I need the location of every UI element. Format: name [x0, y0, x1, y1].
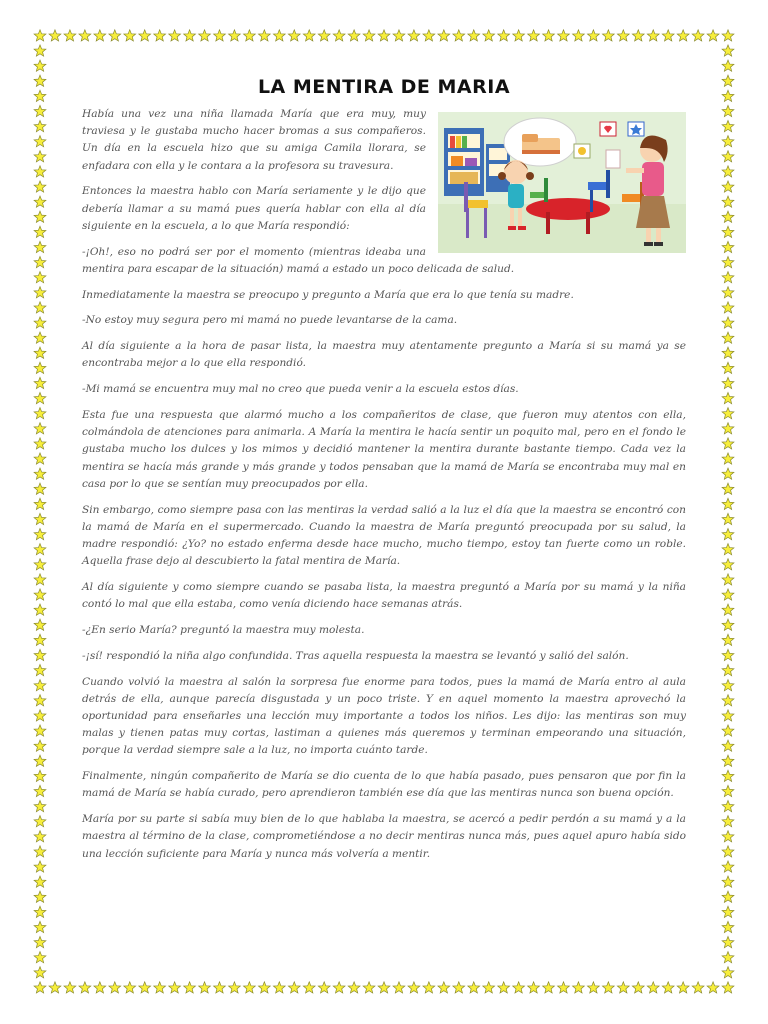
star-icon [483, 982, 495, 993]
page-title: LA MENTIRA DE MARIA [257, 76, 511, 98]
star-icon [722, 408, 734, 419]
star-icon [34, 423, 46, 434]
star-icon [722, 604, 734, 615]
star-icon [34, 967, 46, 978]
star-icon [707, 30, 719, 41]
star-icon [348, 982, 360, 993]
star-icon [722, 559, 734, 570]
star-icon [498, 30, 510, 41]
star-icon [49, 982, 61, 993]
star-icon [34, 30, 46, 41]
star-icon [722, 362, 734, 373]
star-icon [273, 982, 285, 993]
star-icon [722, 136, 734, 147]
star-icon [258, 30, 270, 41]
star-icon [34, 136, 46, 147]
star-icon [722, 241, 734, 252]
star-icon [34, 604, 46, 615]
paragraph: Inmediatamente la maestra se preocupo y pregunto a María que era lo que tenía su madre. [82, 288, 574, 301]
paragraph: -¡Oh!, eso no podrá ser por el momento (mientras ideaba una mentira para escapar de la situación) mamá a estado un poco delicada de salud. [82, 245, 515, 275]
star-icon [34, 317, 46, 328]
star-icon [303, 982, 315, 993]
star-icon [617, 30, 629, 41]
star-icon [722, 60, 734, 71]
star-icon [34, 226, 46, 237]
star-icon [154, 982, 166, 993]
paragraph: María por su parte si sabía muy bien de lo que hablaba la maestra, se acercó a pedir perdón a su mamá y a la maestra al término de la clase, comprometiéndose a no decir mentiras nunca más, pues aquel apuro había sido una lección suficiente para María y nunca más volvería a mentir. [82, 813, 686, 860]
star-icon [34, 392, 46, 403]
star-icon [722, 967, 734, 978]
star-icon [34, 755, 46, 766]
star-icon [722, 936, 734, 947]
star-icon [722, 287, 734, 298]
paragraph: -No estoy muy segura pero mi mamá no puede levantarse de la cama. [82, 314, 458, 327]
star-icon [34, 861, 46, 872]
star-icon [408, 30, 420, 41]
star-icon [34, 952, 46, 963]
star-icon [722, 453, 734, 464]
star-icon [169, 30, 181, 41]
star-icon [184, 30, 196, 41]
star-icon [34, 60, 46, 71]
star-icon [34, 377, 46, 388]
star-icon [378, 982, 390, 993]
star-icon [722, 30, 734, 41]
star-icon [722, 302, 734, 313]
star-icon [722, 664, 734, 675]
star-icon [722, 45, 734, 56]
star-icon [34, 241, 46, 252]
paragraph: Al día siguiente a la hora de pasar lista, la maestra muy atentamente pregunto a María si su mamá ya se encontraba mejor a lo que ella respondió. [82, 340, 686, 370]
star-icon [722, 710, 734, 721]
star-icon [587, 30, 599, 41]
star-icon [34, 710, 46, 721]
star-icon [363, 30, 375, 41]
star-icon [34, 816, 46, 827]
star-icon [722, 921, 734, 932]
star-icon [722, 211, 734, 222]
star-icon [243, 982, 255, 993]
star-icon [34, 695, 46, 706]
star-icon [124, 982, 136, 993]
star-icon [423, 30, 435, 41]
star-icon [34, 664, 46, 675]
star-icon [647, 982, 659, 993]
star-icon [722, 483, 734, 494]
star-icon [258, 982, 270, 993]
star-icon [34, 876, 46, 887]
star-icon [722, 317, 734, 328]
star-icon [273, 30, 285, 41]
star-icon [468, 982, 480, 993]
paragraph: Al día siguiente y como siempre cuando se pasaba lista, la maestra preguntó a María por su mamá y la niña contó lo mal que ella estaba, como venía diciendo hace semanas atrás. [82, 581, 686, 611]
classroom-illustration [438, 112, 686, 253]
star-icon [184, 982, 196, 993]
star-icon [34, 287, 46, 298]
star-icon [528, 982, 540, 993]
star-icon [722, 377, 734, 388]
star-icon [722, 423, 734, 434]
star-icon [722, 196, 734, 207]
star-icon [214, 30, 226, 41]
star-icon [423, 982, 435, 993]
star-icon [722, 332, 734, 343]
star-icon [154, 30, 166, 41]
star-icon [543, 982, 555, 993]
star-icon [573, 982, 585, 993]
star-icon [139, 30, 151, 41]
star-icon [408, 982, 420, 993]
star-icon [692, 30, 704, 41]
star-icon [34, 574, 46, 585]
star-icon [34, 891, 46, 902]
star-icon [34, 846, 46, 857]
star-icon [34, 302, 46, 313]
paragraph: Entonces la maestra hablo con María seriamente y le dijo que debería llamar a su mamá pues quería hablar con ella al día siguiente en la escuela, a lo que María respondió: [82, 185, 426, 232]
star-icon [303, 30, 315, 41]
star-icon [722, 468, 734, 479]
star-icon [647, 30, 659, 41]
star-icon [229, 30, 241, 41]
star-icon [34, 362, 46, 373]
star-icon [722, 800, 734, 811]
paragraph: -¿En serio María? preguntó la maestra muy molesta. [82, 624, 365, 637]
star-icon [722, 528, 734, 539]
star-icon [333, 982, 345, 993]
star-icon [662, 30, 674, 41]
star-icon [34, 649, 46, 660]
star-icon [722, 755, 734, 766]
star-icon [722, 181, 734, 192]
star-icon [528, 30, 540, 41]
star-icon [34, 211, 46, 222]
star-icon [34, 468, 46, 479]
paragraph: Esta fue una respuesta que alarmó mucho a los compañeritos de clase, que fueron muy atentos con ella, colmándola de atenciones para animarla. A María la mentira le hacía sentir un poquito mal, pero en el fondo le gustaba mucho los dulces y los mimos y decidió mantener la mentira durante bastante tiempo. Cada vez la mentira se hacía más grande y más grande y todos pensaban que la mamá de María se encontraba muy mal en casa por lo que se sentían muy preocupados por ella. [82, 409, 686, 490]
star-icon [34, 936, 46, 947]
star-icon [722, 574, 734, 585]
star-icon [662, 982, 674, 993]
star-icon [722, 680, 734, 691]
star-icon [79, 982, 91, 993]
star-icon [677, 982, 689, 993]
star-icon [288, 30, 300, 41]
star-icon [393, 982, 405, 993]
star-icon [722, 438, 734, 449]
star-icon [64, 982, 76, 993]
star-icon [109, 982, 121, 993]
star-icon [34, 589, 46, 600]
star-icon [34, 408, 46, 419]
star-icon [722, 831, 734, 842]
star-icon [34, 120, 46, 131]
star-icon [438, 982, 450, 993]
star-icon [79, 30, 91, 41]
sun-icon [578, 147, 586, 155]
star-icon [34, 483, 46, 494]
star-icon [722, 891, 734, 902]
star-icon [34, 256, 46, 267]
star-icon [722, 498, 734, 509]
star-icon [722, 861, 734, 872]
star-icon [602, 30, 614, 41]
star-icon [692, 982, 704, 993]
star-icon [229, 982, 241, 993]
paragraph: -Mi mamá se encuentra muy mal no creo que pueda venir a la escuela estos días. [82, 383, 519, 396]
star-icon [722, 952, 734, 963]
star-icon [722, 392, 734, 403]
story-body [82, 106, 686, 871]
star-icon [333, 30, 345, 41]
star-icon [94, 30, 106, 41]
star-icon [34, 45, 46, 56]
star-icon [34, 498, 46, 509]
star-icon [617, 982, 629, 993]
star-icon [722, 785, 734, 796]
star-icon [318, 30, 330, 41]
star-icon [34, 151, 46, 162]
star-icon [288, 982, 300, 993]
star-icon [513, 30, 525, 41]
star-icon [722, 740, 734, 751]
star-icon [722, 166, 734, 177]
star-icon [348, 30, 360, 41]
star-icon [34, 921, 46, 932]
star-icon [722, 770, 734, 781]
paragraph: -¡sí! respondió la niña algo confundida. Tras aquella respuesta la maestra se levantó y salió del salón. [82, 649, 629, 662]
paragraph: Finalmente, ningún compañerito de María se dio cuenta de lo que había pasado, pues pensaron que por fin la mamá de María se había curado, pero aprendieron también ese día que las mentiras nunca son buena opción. [82, 770, 686, 800]
star-icon [363, 982, 375, 993]
star-icon [34, 785, 46, 796]
star-icon [632, 30, 644, 41]
star-icon [722, 226, 734, 237]
star-icon [722, 256, 734, 267]
star-icon [318, 982, 330, 993]
star-icon [214, 982, 226, 993]
star-icon [513, 982, 525, 993]
star-icon [573, 30, 585, 41]
star-icon [722, 589, 734, 600]
star-icon [34, 982, 46, 993]
star-icon [34, 105, 46, 116]
star-icon [34, 528, 46, 539]
star-icon [587, 982, 599, 993]
star-icon [34, 332, 46, 343]
star-icon [199, 982, 211, 993]
star-icon [722, 513, 734, 524]
star-icon [34, 559, 46, 570]
star-icon [722, 634, 734, 645]
star-icon [34, 513, 46, 524]
star-icon [558, 982, 570, 993]
star-icon [49, 30, 61, 41]
star-icon [722, 982, 734, 993]
star-icon [453, 982, 465, 993]
star-icon [483, 30, 495, 41]
star-icon [34, 181, 46, 192]
star-icon [64, 30, 76, 41]
star-icon [707, 982, 719, 993]
star-icon [34, 438, 46, 449]
star-icon [722, 619, 734, 630]
star-icon [468, 30, 480, 41]
star-icon [243, 30, 255, 41]
star-icon [34, 453, 46, 464]
star-icon [498, 982, 510, 993]
star-icon [34, 680, 46, 691]
star-icon [34, 906, 46, 917]
paragraph: Cuando volvió la maestra al salón la sorpresa fue enorme para todos, pues la mamá de María entro al aula detrás de ella, aunque parecía disgustada y un poco triste. Y en aquel momento la maestra aprovechó la oportunidad para enseñarles una lección muy importante a todos los niños. Les dijo: las mentiras son muy malas y tienen patas muy cortas, lastiman a quienes más queremos y terminan empeorando una situación, porque la verdad siempre sale a la luz, no importa cuánto tarde. [82, 675, 686, 757]
star-icon [139, 982, 151, 993]
star-icon [34, 800, 46, 811]
star-icon [722, 906, 734, 917]
star-icon [722, 105, 734, 116]
star-icon [722, 695, 734, 706]
star-icon [602, 982, 614, 993]
star-icon [34, 347, 46, 358]
star-icon [199, 30, 211, 41]
star-icon [722, 120, 734, 131]
star-icon [722, 649, 734, 660]
star-icon [558, 30, 570, 41]
paragraph: Había una vez una niña llamada María que era muy, muy traviesa y le gustaba mucho hacer bromas a sus compañeros. Un día en la escuela hizo que su amiga Camila llorara, se enfadara con ella y le contara a la profesora su travesura. [82, 108, 426, 172]
star-icon [722, 846, 734, 857]
star-icon [378, 30, 390, 41]
star-icon [34, 725, 46, 736]
star-icon [543, 30, 555, 41]
star-icon [722, 347, 734, 358]
star-icon [722, 151, 734, 162]
star-icon [34, 196, 46, 207]
star-icon [722, 816, 734, 827]
star-icon [124, 30, 136, 41]
star-icon [34, 544, 46, 555]
star-icon [34, 831, 46, 842]
star-icon [722, 725, 734, 736]
star-icon [34, 634, 46, 645]
star-icon [34, 770, 46, 781]
star-icon [169, 982, 181, 993]
star-icon [34, 272, 46, 283]
star-icon [722, 272, 734, 283]
star-icon [109, 30, 121, 41]
star-icon [94, 982, 106, 993]
star-icon [677, 30, 689, 41]
star-icon [453, 30, 465, 41]
star-icon [438, 30, 450, 41]
star-icon [34, 740, 46, 751]
star-icon [722, 876, 734, 887]
star-icon [34, 166, 46, 177]
paragraph: Sin embargo, como siempre pasa con las mentiras la verdad salió a la luz el día que la maestra se encontró con la mamá de María en el supermercado. Cuando la maestra de María preguntó preocupada por su salud, la madre respondió: ¿Yo? no estado enferma desde hace mucho, mucho tiempo, estoy tan fuerte como un roble. Aquella frase dejo al descubierto la fatal mentira de María. [82, 503, 686, 568]
star-icon [34, 619, 46, 630]
star-icon [632, 982, 644, 993]
star-icon [393, 30, 405, 41]
star-icon [722, 544, 734, 555]
